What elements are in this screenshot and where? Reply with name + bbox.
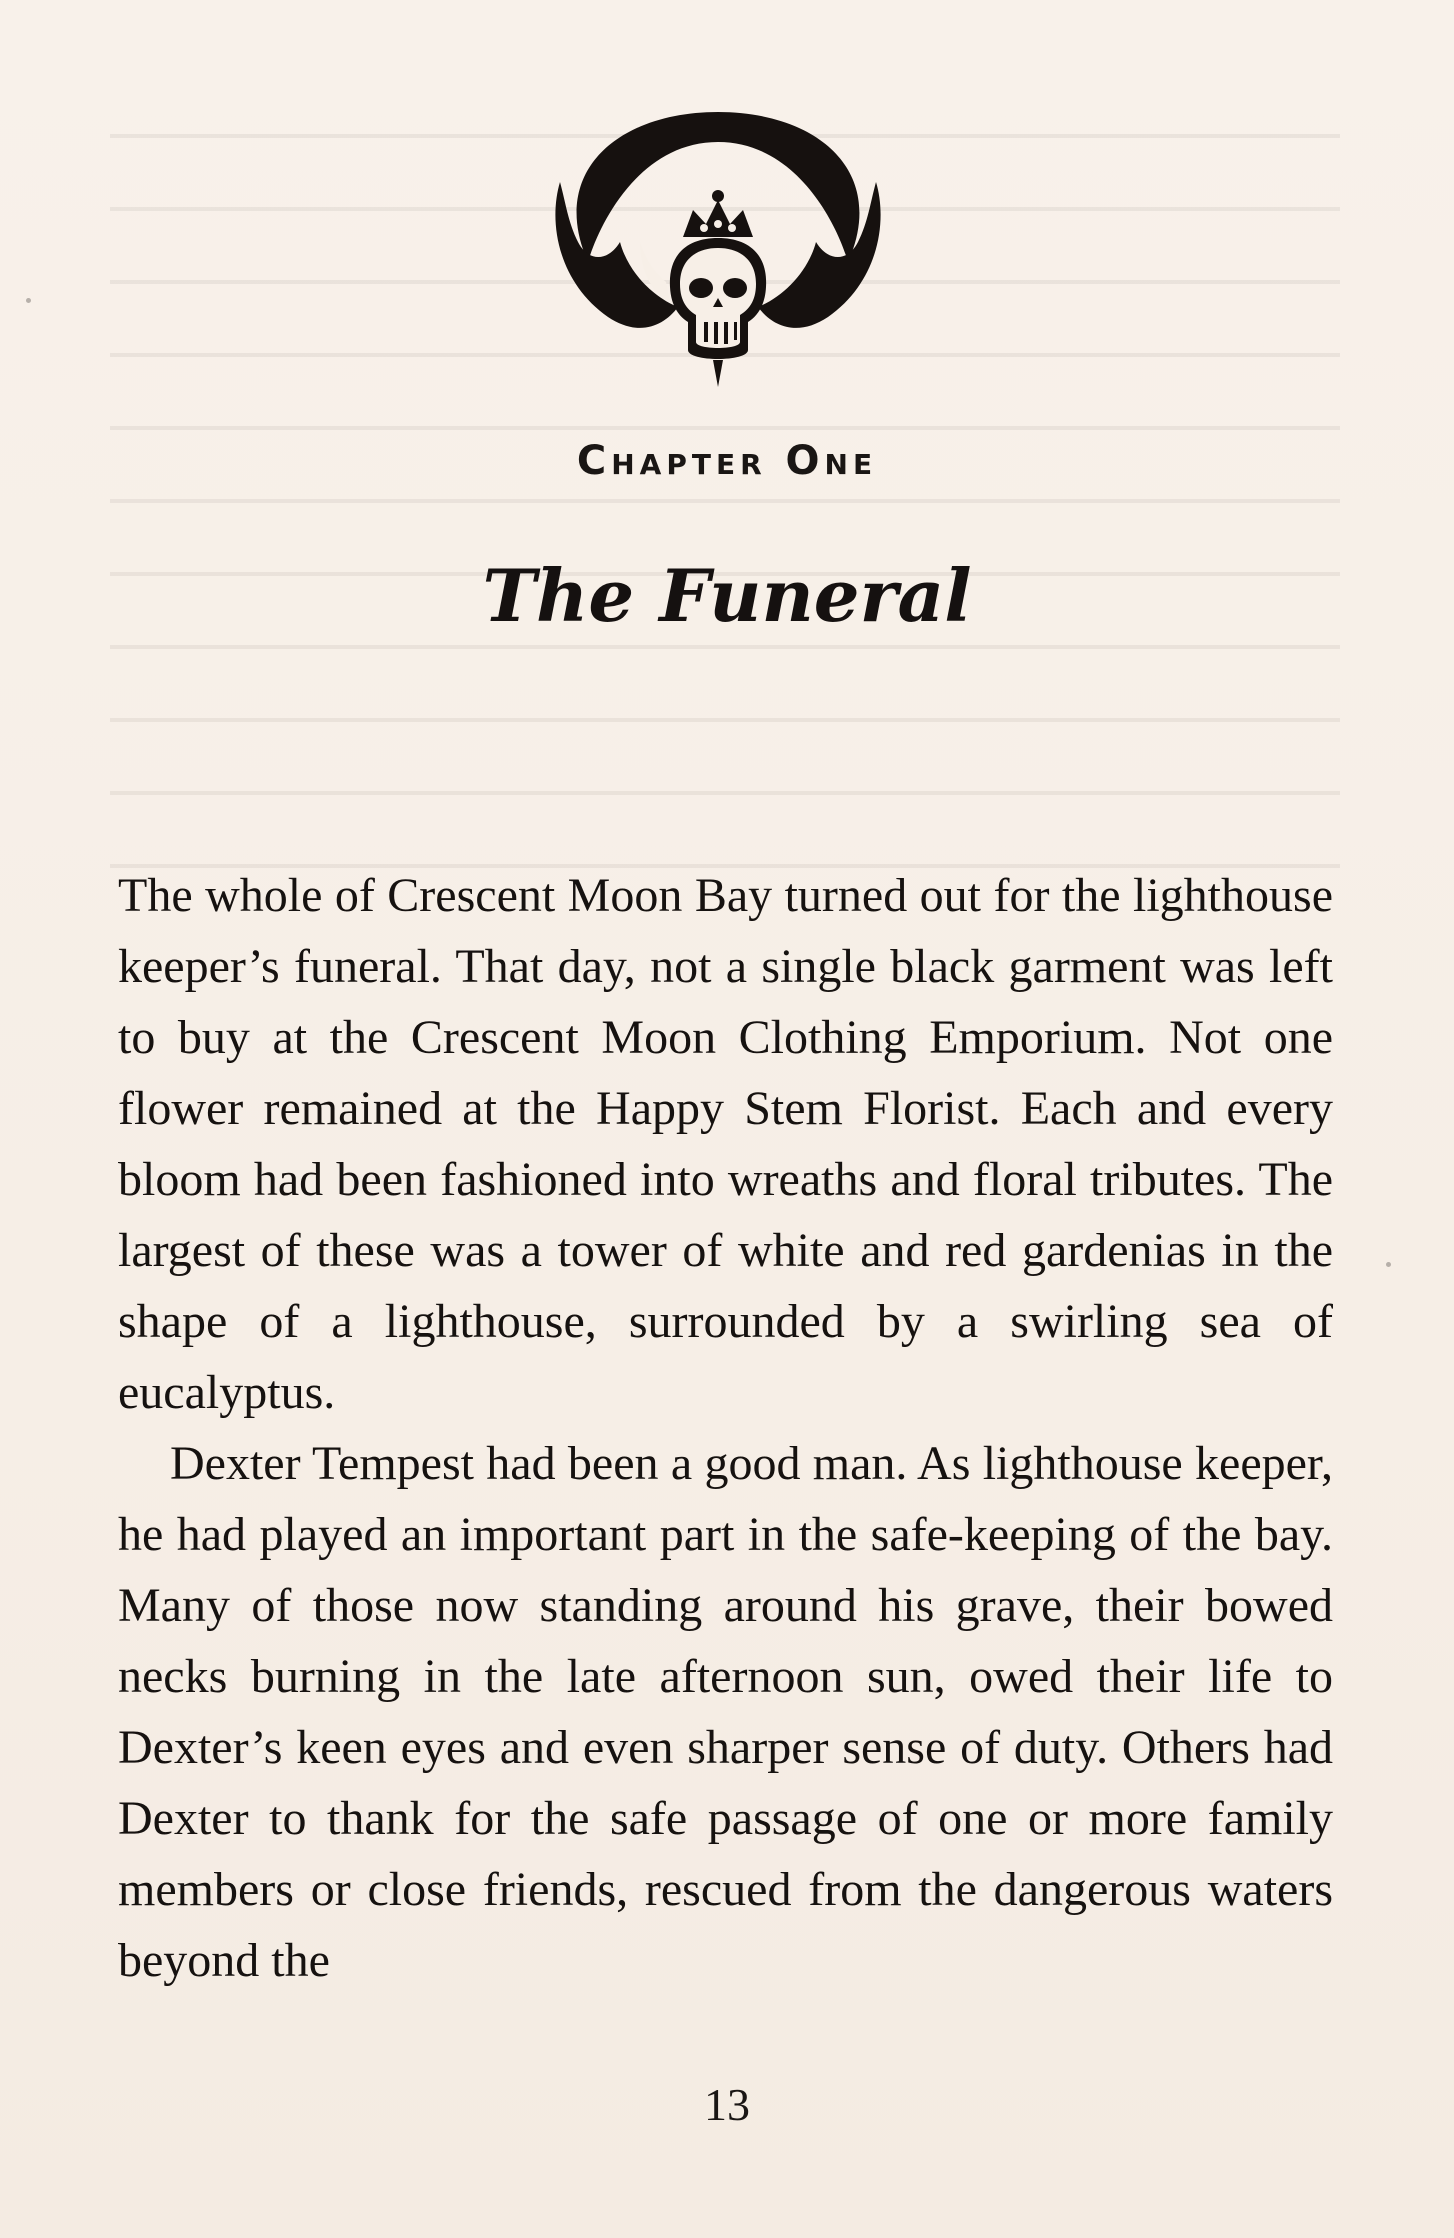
chapter-title: The Funeral: [482, 553, 972, 638]
paragraph-1: The whole of Crescent Moon Bay turned out for the lighthouse keeper’s funeral. That day, not a single black garment was left to buy at the Crescent Moon Clothing Emporium. Not one flower remained at the Happy Stem Florist. Each and every bloom had been fashioned into wreaths and floral tributes. The largest of these was a tower of white and red gardenias in the shape of a lighthouse, surrounded by a swirling sea of eucalyptus.: [118, 869, 1333, 1419]
paper-speck: [1386, 1262, 1391, 1267]
paper-speck: [26, 298, 31, 303]
paragraph-2: Dexter Tempest had been a good man. As lighthouse keeper, he had played an important part in the safe-keeping of the bay. Many of those now standing around his grave, their bowed necks burning in the late afternoon sun, owed their life to Dexter’s keen eyes and even sharper sense of duty. Others had Dexter to thank for the safe passage of one or more family members or close friends, rescued from the dangerous waters beyond the: [118, 1437, 1333, 1987]
page-number: 13: [704, 2079, 750, 2130]
winged-crowned-skull-icon: [548, 112, 888, 392]
chapter-label: Chapter One: [576, 438, 878, 484]
body-text: [118, 860, 1333, 1996]
